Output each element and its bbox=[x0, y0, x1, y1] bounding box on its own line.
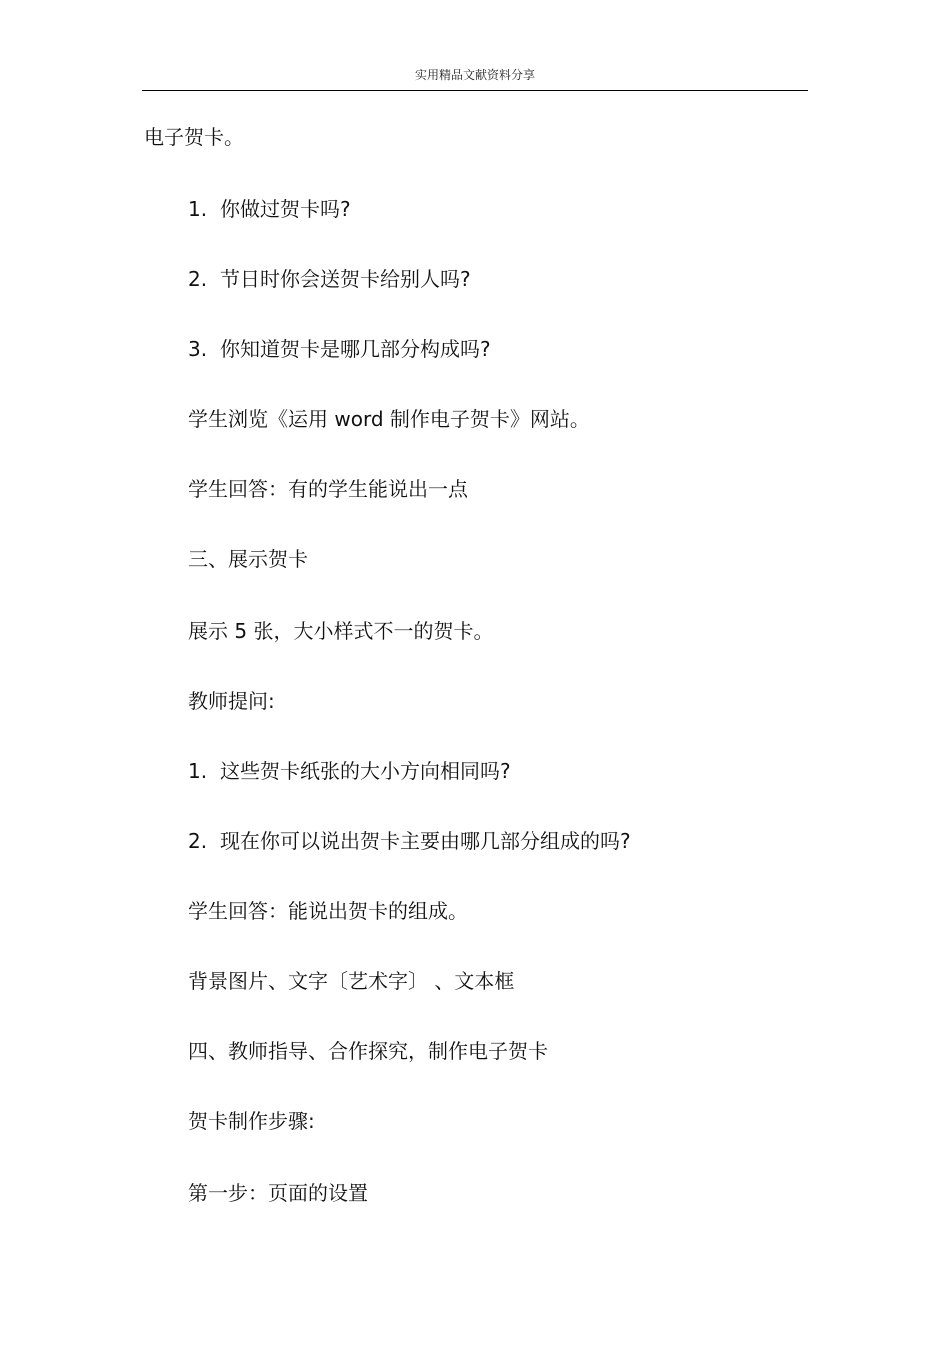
page-header: 实用精品文献资料分享 bbox=[414, 68, 535, 82]
list-number: 1. bbox=[188, 197, 208, 221]
line-text: 这些贺卡纸张的大小方向相同吗? bbox=[220, 759, 511, 783]
line-text: 展示 5 张，大小样式不一的贺卡。 bbox=[188, 619, 494, 643]
paragraph-line bbox=[188, 1108, 315, 1134]
line-text: 学生回答：有的学生能说出一点 bbox=[188, 477, 468, 501]
paragraph-line bbox=[188, 476, 468, 502]
paragraph-line bbox=[188, 618, 493, 644]
line-text: 电子贺卡。 bbox=[144, 125, 244, 149]
list-item bbox=[188, 196, 351, 222]
paragraph-line bbox=[188, 968, 514, 994]
list-number: 1. bbox=[188, 759, 208, 783]
line-text: 第一步：页面的设置 bbox=[188, 1181, 368, 1205]
list-item bbox=[188, 828, 631, 854]
list-item bbox=[188, 758, 511, 784]
paragraph-line bbox=[144, 124, 244, 150]
line-text: 学生回答：能说出贺卡的组成。 bbox=[188, 899, 468, 923]
line-text: 教师提问: bbox=[188, 689, 275, 713]
list-number: 2. bbox=[188, 829, 208, 853]
line-text: 背景图片、文字〔艺术字〕 、文本框 bbox=[188, 969, 515, 993]
line-text: 你做过贺卡吗? bbox=[220, 197, 351, 221]
line-text: 四、教师指导、合作探究，制作电子贺卡 bbox=[188, 1039, 548, 1063]
line-text: 现在你可以说出贺卡主要由哪几部分组成的吗? bbox=[220, 829, 631, 853]
section-heading bbox=[188, 1038, 548, 1064]
line-text: 三、展示贺卡 bbox=[188, 547, 308, 571]
section-heading bbox=[188, 546, 308, 572]
list-number: 2. bbox=[188, 267, 208, 291]
line-text: 你知道贺卡是哪几部分构成吗? bbox=[220, 337, 491, 361]
header-divider bbox=[142, 90, 808, 91]
paragraph-line bbox=[188, 1180, 368, 1206]
paragraph-line bbox=[188, 898, 468, 924]
paragraph-line bbox=[188, 688, 275, 714]
list-number: 3. bbox=[188, 337, 208, 361]
list-item bbox=[188, 266, 471, 292]
paragraph-line bbox=[188, 406, 590, 432]
line-text: 贺卡制作步骤: bbox=[188, 1109, 315, 1133]
line-text: 学生浏览《运用 word 制作电子贺卡》网站。 bbox=[188, 407, 590, 431]
line-text: 节日时你会送贺卡给别人吗? bbox=[220, 267, 471, 291]
list-item bbox=[188, 336, 491, 362]
